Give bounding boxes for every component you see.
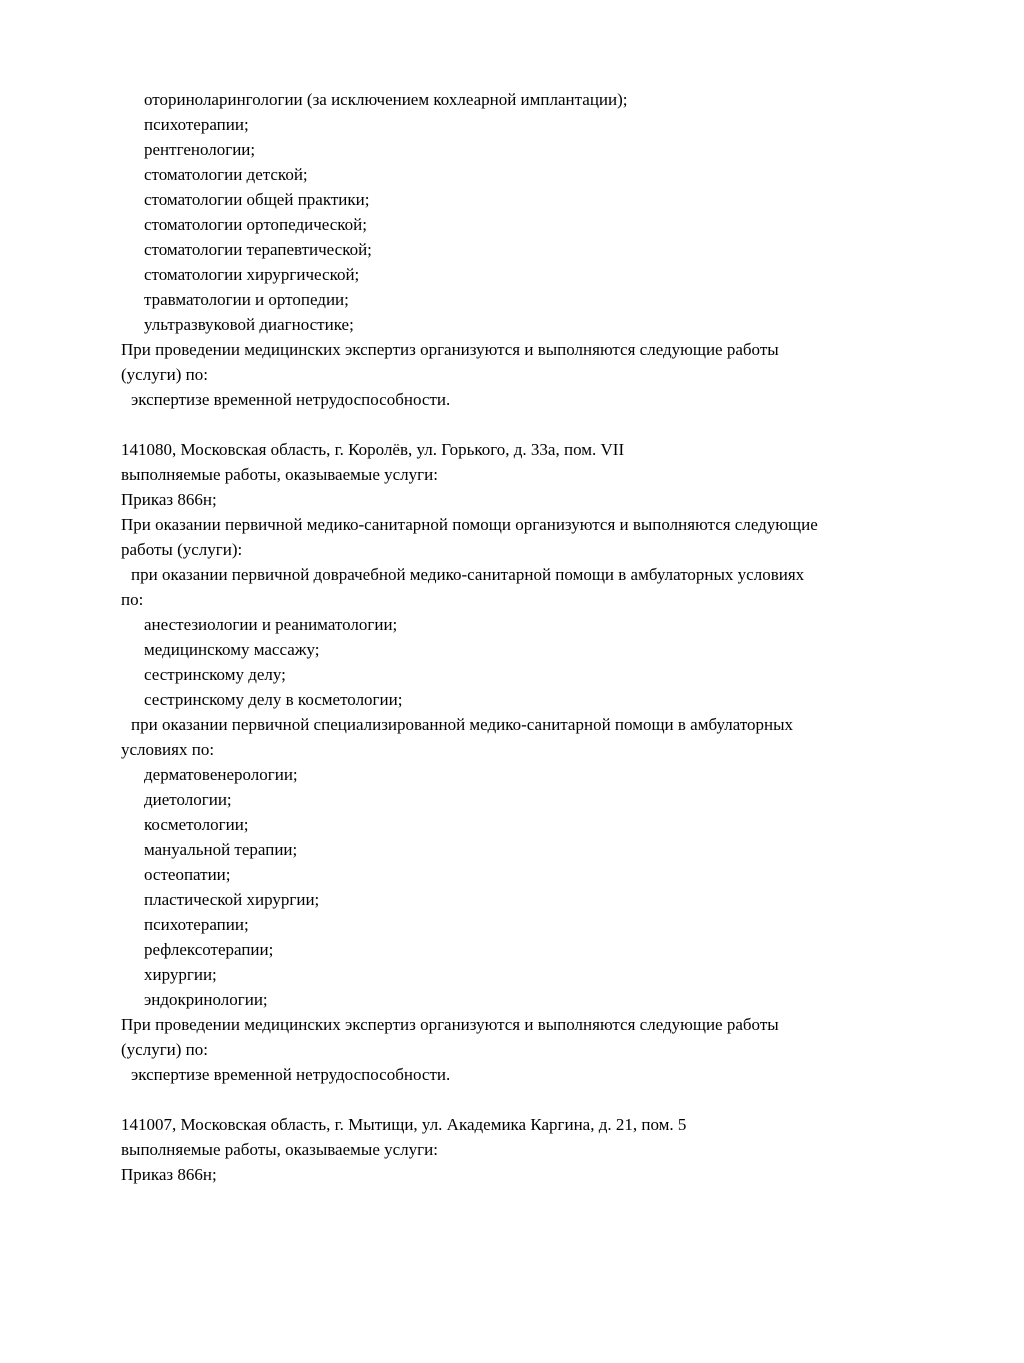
text-line: хирургии; [144,965,217,984]
text-line: сестринскому делу; [144,665,286,684]
text-line: При проведении медицинских экспертиз организуются и выполняются следующие работы [121,340,779,359]
text-line: экспертизе временной нетрудоспособности. [131,1065,451,1084]
text-line: мануальной терапии; [144,840,298,859]
text-line: Приказ 866н; [121,490,217,509]
text-line: рефлексотерапии; [144,940,274,959]
text-line: работы (услуги): [121,540,243,559]
text-line: стоматологии хирургической; [144,265,360,284]
text-line: стоматологии терапевтической; [144,240,372,259]
text-line: сестринскому делу в косметологии; [144,690,403,709]
text-line: (услуги) по: [121,1040,208,1059]
document-body [121,87,984,1187]
text-line: медицинскому массажу; [144,640,320,659]
text-line: эндокринологии; [144,990,268,1009]
text-line: по: [121,590,144,609]
text-line: косметологии; [144,815,249,834]
text-line: 141080, Московская область, г. Королёв, ул. Горького, д. 33а, пом. VII [121,440,625,459]
text-line: 141007, Московская область, г. Мытищи, ул. Академика Каргина, д. 21, пом. 5 [121,1115,687,1134]
text-line: диетологии; [144,790,232,809]
text-line: рентгенологии; [144,140,256,159]
text-line [121,1087,984,1112]
text-line: стоматологии ортопедической; [144,215,367,234]
text-line [121,412,984,437]
text-line: травматологии и ортопедии; [144,290,349,309]
text-line: ультразвуковой диагностике; [144,315,354,334]
text-line: выполняемые работы, оказываемые услуги: [121,465,438,484]
text-line: при оказании первичной специализированной медико-санитарной помощи в амбулаторных [131,715,794,734]
text-line: экспертизе временной нетрудоспособности. [131,390,451,409]
text-line: дерматовенерологии; [144,765,298,784]
text-line: При проведении медицинских экспертиз организуются и выполняются следующие работы [121,1015,779,1034]
text-line: стоматологии детской; [144,165,308,184]
text-line: анестезиологии и реаниматологии; [144,615,398,634]
text-line: остеопатии; [144,865,231,884]
text-line: психотерапии; [144,115,249,134]
text-line: пластической хирургии; [144,890,320,909]
text-line: выполняемые работы, оказываемые услуги: [121,1140,438,1159]
text-line: При оказании первичной медико-санитарной помощи организуются и выполняются следующие [121,515,818,534]
text-line: (услуги) по: [121,365,208,384]
text-line: Приказ 866н; [121,1165,217,1184]
text-line: стоматологии общей практики; [144,190,370,209]
text-line: при оказании первичной доврачебной медико-санитарной помощи в амбулаторных условиях [131,565,805,584]
text-line: психотерапии; [144,915,249,934]
text-line: оториноларингологии (за исключением кохлеарной имплантации); [144,90,628,109]
text-line: условиях по: [121,740,215,759]
